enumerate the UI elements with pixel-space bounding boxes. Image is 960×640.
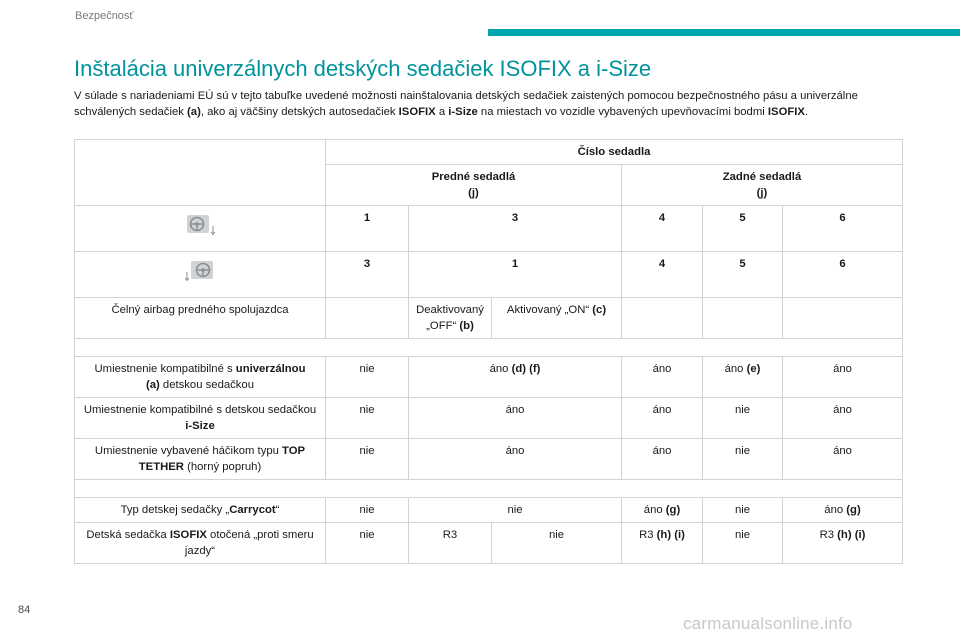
- isize-label: Umiestnenie kompatibilné s detskou sedačkou i-Size: [75, 398, 326, 439]
- value-cell: nie: [409, 498, 622, 523]
- seat-cell: 1: [409, 252, 622, 298]
- table-row: [75, 140, 903, 165]
- table-row: [75, 523, 903, 564]
- table-row: [75, 298, 903, 339]
- seat-cell: 5: [703, 252, 783, 298]
- table-separator: [75, 480, 903, 498]
- value-cell: áno (e): [703, 357, 783, 398]
- seat-cell: 6: [783, 252, 903, 298]
- airbag-on-cell: Aktivovaný „ON“ (c): [492, 298, 622, 339]
- empty-header-cell: [75, 140, 326, 206]
- table-row: [75, 439, 903, 480]
- lhd-cell: [75, 206, 326, 252]
- value-cell: R3 (h) (i): [622, 523, 703, 564]
- value-cell: áno: [783, 439, 903, 480]
- airbag-label: Čelný airbag predného spolujazdca: [75, 298, 326, 339]
- watermark: carmanualsonline.info: [683, 614, 853, 633]
- airbag-off-cell: Deaktivovaný „OFF“ (b): [409, 298, 492, 339]
- seat-number-header: Číslo sedadla: [326, 140, 903, 165]
- empty-cell: [622, 298, 703, 339]
- value-cell: áno: [622, 357, 703, 398]
- value-cell: áno (g): [622, 498, 703, 523]
- seat-cell: 4: [622, 252, 703, 298]
- value-cell: R3: [409, 523, 492, 564]
- table-separator: [75, 339, 903, 357]
- page-title: Inštalácia univerzálnych detských sedačiek ISOFIX a i-Size: [74, 56, 652, 81]
- value-cell: R3 (h) (i): [783, 523, 903, 564]
- value-cell: nie: [326, 398, 409, 439]
- section-label: Bezpečnosť: [75, 10, 134, 22]
- value-cell: áno: [409, 398, 622, 439]
- rear-seats-header: Zadné sedadlá (j): [622, 165, 903, 206]
- table-row: [75, 206, 903, 252]
- front-seats-header: Predné sedadlá (j): [326, 165, 622, 206]
- value-cell: nie: [703, 439, 783, 480]
- value-cell: nie: [326, 439, 409, 480]
- table-row: [75, 357, 903, 398]
- value-cell: áno: [622, 439, 703, 480]
- value-cell: nie: [326, 357, 409, 398]
- seat-cell: 3: [409, 206, 622, 252]
- table-row: [75, 498, 903, 523]
- value-cell: nie: [326, 523, 409, 564]
- universal-label: Umiestnenie kompatibilné s univerzálnou (a) detskou sedačkou: [75, 357, 326, 398]
- intro-paragraph: V súlade s nariadeniami EÚ sú v tejto tabuľke uvedené možnosti nainštalovania detských sedačiek zaistených pomocou bezpečnostného pásu a univerzálne schválených sedačiek (a), ako aj väčšiny detských autosedačiek ISOFIX a i-Size na miestach vo vozidle vybavených upevňovacími bodmi ISOFIX.: [74, 90, 858, 118]
- value-cell: áno: [409, 439, 622, 480]
- value-cell: nie: [492, 523, 622, 564]
- value-cell: áno: [783, 398, 903, 439]
- value-cell: nie: [703, 523, 783, 564]
- seat-cell: 4: [622, 206, 703, 252]
- value-cell: nie: [703, 498, 783, 523]
- value-cell: áno (d) (f): [409, 357, 622, 398]
- table-row: [75, 398, 903, 439]
- page-number: 84: [18, 604, 31, 616]
- steering-wheel-left-icon: [183, 212, 217, 243]
- empty-cell: [783, 298, 903, 339]
- seat-cell: 3: [326, 252, 409, 298]
- value-cell: áno: [783, 357, 903, 398]
- seat-cell: 1: [326, 206, 409, 252]
- isofix-table: [74, 139, 903, 564]
- rhd-cell: [75, 252, 326, 298]
- value-cell: nie: [326, 498, 409, 523]
- carrycot-label: Typ detskej sedačky „Carrycot“: [75, 498, 326, 523]
- empty-cell: [703, 298, 783, 339]
- toptether-label: Umiestnenie vybavené háčikom typu TOP TETHER (horný popruh): [75, 439, 326, 480]
- table-row: [75, 252, 903, 298]
- value-cell: áno (g): [783, 498, 903, 523]
- seat-cell: 5: [703, 206, 783, 252]
- empty-cell: [326, 298, 409, 339]
- value-cell: áno: [622, 398, 703, 439]
- value-cell: nie: [703, 398, 783, 439]
- seat-cell: 6: [783, 206, 903, 252]
- header-accent-bar: [488, 29, 960, 36]
- rearfacing-label: Detská sedačka ISOFIX otočená „proti smeru jazdy“: [75, 523, 326, 564]
- steering-wheel-right-icon: [183, 258, 217, 289]
